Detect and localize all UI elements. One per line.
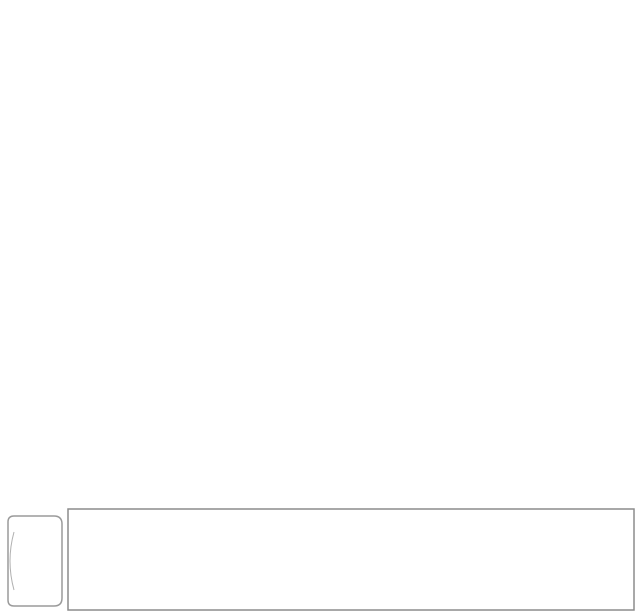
truck-cab bbox=[8, 516, 62, 606]
pallet-a bbox=[14, 14, 144, 88]
pallet-b bbox=[178, 14, 308, 88]
pallet-k-drawing bbox=[342, 226, 472, 288]
pallet-v bbox=[342, 14, 472, 88]
trailer-body bbox=[68, 509, 634, 610]
pallet-e-drawing bbox=[178, 120, 308, 182]
pallet-zh bbox=[342, 120, 472, 194]
pallet-g bbox=[504, 14, 634, 88]
pallet-k bbox=[342, 226, 472, 300]
pallet-z-drawing bbox=[504, 120, 634, 182]
pallet-i bbox=[178, 226, 308, 300]
pallet-b-drawing bbox=[178, 14, 308, 76]
pallet-d bbox=[14, 120, 144, 194]
pallet-v-drawing bbox=[342, 14, 472, 76]
pallet-a-drawing bbox=[14, 14, 144, 76]
pallet-d-drawing bbox=[14, 120, 144, 182]
pallet-e bbox=[178, 120, 308, 194]
pallet-zh-drawing bbox=[342, 120, 472, 182]
pallet-i-drawing bbox=[178, 226, 308, 288]
pallet-z bbox=[504, 120, 634, 194]
pallet-g-drawing bbox=[504, 14, 634, 76]
truck-loading-plan bbox=[0, 506, 642, 613]
